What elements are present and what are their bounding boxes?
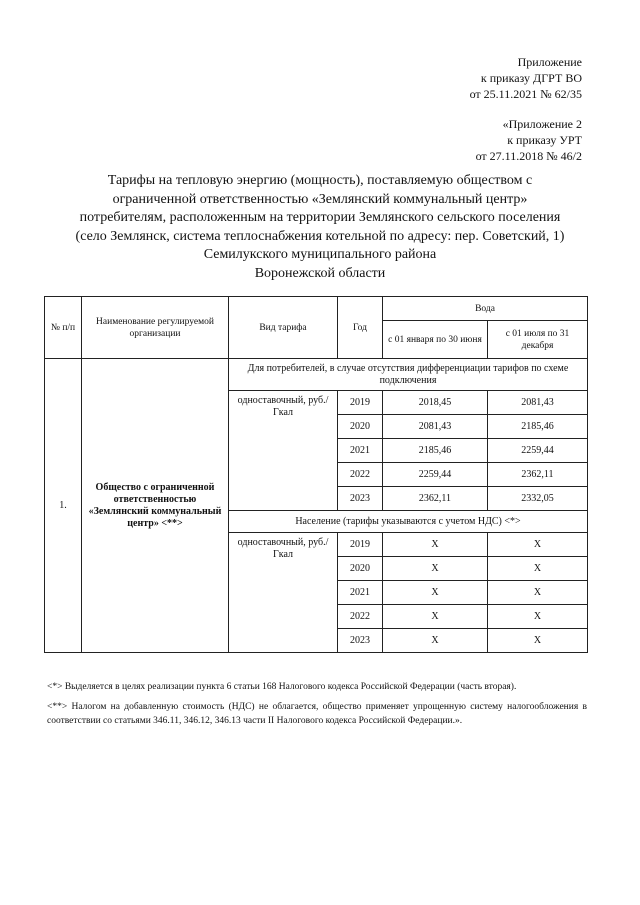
header-organization: Наименование регулируемой организации [82,297,229,359]
value-cell: 2185,46 [488,415,588,439]
tariff-table [44,296,588,653]
value-cell: X [383,629,488,653]
header-period-1: с 01 января по 30 июня [383,321,488,359]
appendix-line: Приложение [517,55,582,69]
tariff-type: одноставочный, руб./Гкал [229,533,338,653]
value-cell: X [488,533,588,557]
year-cell: 2022 [338,463,383,487]
section-1-title: Для потребителей, в случае отсутствия дифференциации тарифов по схеме подключения [229,359,588,391]
value-cell: X [488,629,588,653]
header-tariff-type: Вид тарифа [229,297,338,359]
header-year: Год [338,297,383,359]
tariff-type: одноставочный, руб./Гкал [229,391,338,511]
header-row [45,297,588,321]
value-cell: 2362,11 [383,487,488,511]
table-row [45,359,588,391]
appendix-header [470,54,582,102]
year-cell: 2023 [338,487,383,511]
year-cell: 2019 [338,391,383,415]
value-cell: 2332,05 [488,487,588,511]
value-cell: X [383,557,488,581]
value-cell: 2185,46 [383,439,488,463]
organization-name: Общество с ограниченной ответственностью «Землянский коммунальный центр» <**> [82,359,229,653]
footnote-vat: <*> Выделяется в целях реализации пункта 6 статьи 168 Налогового кодекса Российской Федерации (часть вторая). [47,682,517,692]
title-line: Семилукского муниципального района [203,247,437,262]
value-cell: 2362,11 [488,463,588,487]
year-cell: 2020 [338,557,383,581]
title-line: (село Землянск, система теплоснабжения котельной по адресу: пер. Советский, 1) [75,228,565,244]
header-number: № п/п [45,297,82,359]
year-cell: 2020 [338,415,383,439]
header-water: Вода [383,297,588,321]
appendix-line: к приказу УРТ [507,133,582,147]
value-cell: X [383,533,488,557]
value-cell: 2081,43 [383,415,488,439]
title-line: ограниченной ответственностью «Землянский коммунальный центр» [112,191,528,207]
value-cell: X [488,581,588,605]
title-line: потребителям, расположенным на территории Землянского сельского поселения [79,210,561,225]
value-cell: X [383,605,488,629]
footnotes [47,680,587,734]
title-line: Воронежской области [254,265,386,281]
appendix-line: к приказу ДГРТ ВО [480,71,582,85]
section-2-title: Население (тарифы указываются с учетом НДС) <*> [229,511,588,533]
value-cell: 2259,44 [383,463,488,487]
year-cell: 2019 [338,533,383,557]
document-title [40,172,600,283]
appendix-line: «Приложение 2 [502,117,582,131]
value-cell: X [488,605,588,629]
title-line: Тарифы на тепловую энергию (мощность), поставляемую обществом с [107,173,533,188]
year-cell: 2021 [338,581,383,605]
appendix-line: от 25.11.2021 № 62/35 [469,87,582,101]
appendix-line: от 27.11.2018 № 46/2 [475,149,582,163]
year-cell: 2021 [338,439,383,463]
year-cell: 2022 [338,605,383,629]
year-cell: 2023 [338,629,383,653]
value-cell: 2081,43 [488,391,588,415]
value-cell: X [383,581,488,605]
value-cell: 2259,44 [488,439,588,463]
footnote-no-vat: <**> Налогом на добавленную стоимость (НДС) не облагается, общество применяет упрощенную систему налогообложения в соответствии со статьями 346.11, 346.12, 346.13 части II Налогового кодекса Российской Федерации.». [47,702,587,726]
row-number: 1. [45,359,82,653]
header-period-2: с 01 июля по 31 декабря [488,321,588,359]
value-cell: X [488,557,588,581]
value-cell: 2018,45 [383,391,488,415]
appendix-2-header [476,116,582,164]
